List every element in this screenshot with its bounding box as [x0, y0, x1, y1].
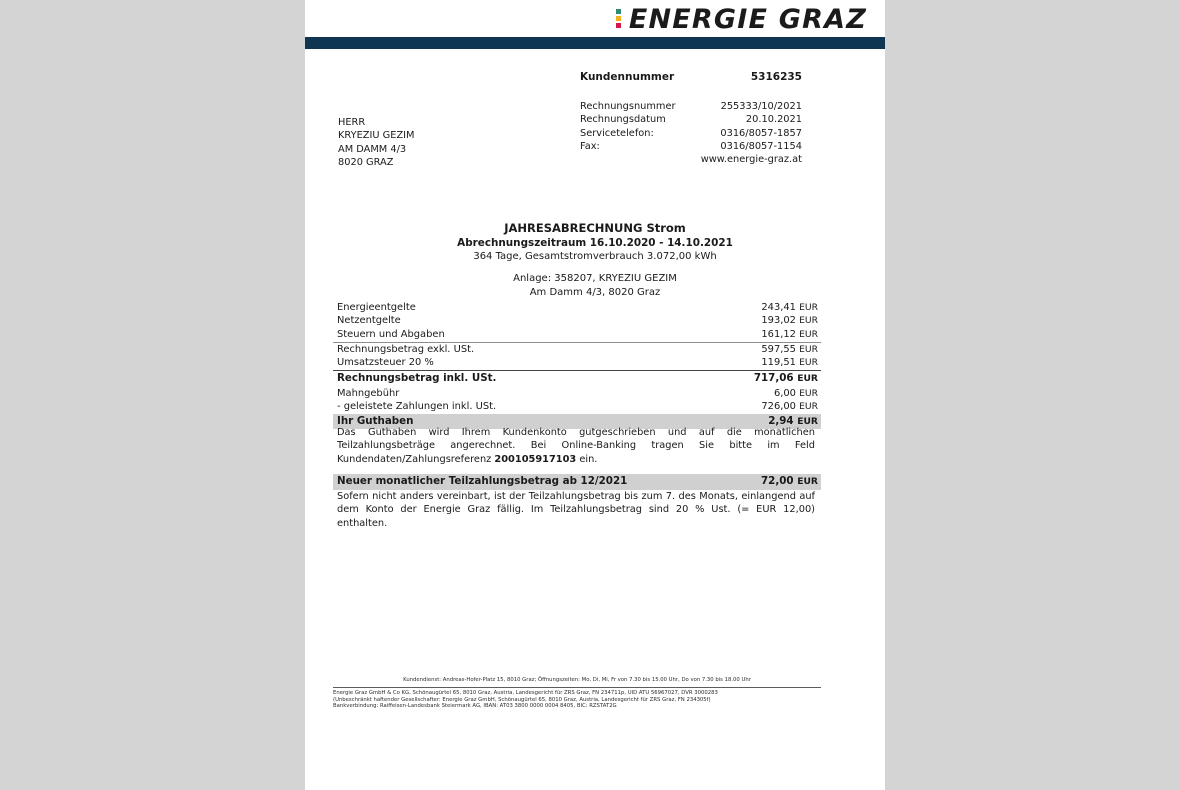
- meta-value: 0316/8057-1857: [720, 127, 802, 139]
- invoice-meta-block: [580, 100, 802, 166]
- document-title-block: [305, 221, 885, 299]
- meta-row: [580, 127, 802, 140]
- company-website: www.energie-graz.at: [700, 154, 802, 166]
- amount-value: [754, 371, 818, 387]
- amount-number: 119,51: [761, 357, 796, 369]
- meta-label: Rechnungsdatum: [580, 114, 666, 126]
- address-line-name: KRYEZIU GEZIM: [338, 130, 415, 142]
- brand-name: ENERGIE GRAZ: [628, 3, 867, 35]
- footer-legal-line-2: (Unbeschränkt haftender Gesellschafter: Energie Graz GmbH, Schönaugürtel 65, 8010 Graz, Austria, Landesgericht für ZRS Graz, FN 234305f): [333, 696, 711, 703]
- page-title: JAHRESABRECHNUNG Strom: [504, 221, 686, 235]
- amount-number: 193,02: [761, 315, 796, 327]
- amount-currency: EUR: [799, 388, 818, 400]
- amount-value: [761, 400, 818, 413]
- amount-row: [333, 371, 821, 387]
- amount-value: [761, 328, 818, 341]
- amount-row: [333, 314, 821, 327]
- amount-number: 717,06: [753, 372, 794, 385]
- amount-value: [761, 314, 818, 327]
- meta-label: Servicetelefon:: [580, 127, 654, 139]
- amount-row: [333, 387, 821, 400]
- amount-row: [333, 343, 821, 356]
- installation-address: Am Damm 4/3, 8020 Graz: [529, 286, 661, 298]
- amount-label: Mahngebühr: [337, 388, 400, 400]
- amount-label: Umsatzsteuer 20 %: [337, 357, 434, 369]
- total-consumption: 364 Tage, Gesamtstromverbrauch 3.072,00 kWh: [473, 251, 717, 262]
- amount-currency: EUR: [797, 373, 818, 385]
- amount-label: Ihr Guthaben: [337, 414, 414, 427]
- amount-label: Energieentgelte: [337, 302, 416, 313]
- amount-currency: EUR: [799, 302, 818, 313]
- amount-number: 6,00: [773, 388, 796, 400]
- installment-paragraph: Sofern nicht anders vereinbart, ist der Teilzahlungsbetrag bis zum 7. des Monats, einlangend auf dem Konto der Energie Graz fällig. Im Teilzahlungsbetrag sind 20 % Ust. (= EUR 12,00) enthalten.: [337, 491, 815, 529]
- customer-number-label: Kundennummer: [580, 71, 675, 83]
- amount-value: [761, 343, 818, 356]
- amount-label: - geleistete Zahlungen inkl. USt.: [337, 401, 497, 413]
- amount-number: 726,00: [761, 401, 796, 413]
- energie-graz-logo: [616, 2, 867, 36]
- installment-amount-bar: [333, 474, 821, 490]
- amount-number: 2,94: [768, 414, 794, 427]
- amount-row: [333, 356, 821, 369]
- installation-id: Anlage: 358207, KRYEZIU GEZIM: [513, 273, 677, 284]
- billing-period: Abrechnungszeitraum 16.10.2020 - 14.10.2021: [457, 237, 733, 249]
- meta-value: 255333/10/2021: [720, 101, 802, 112]
- meta-row: [580, 140, 802, 153]
- amount-value: [761, 356, 818, 369]
- amount-number: 597,55: [761, 343, 796, 355]
- amount-row: [333, 301, 821, 314]
- customer-number-row: [580, 71, 802, 83]
- brand-header: [305, 0, 885, 38]
- amount-value: [761, 301, 818, 314]
- installment-value: 72,00 EUR: [761, 475, 818, 487]
- footer-legal-line-1: Energie Graz GmbH & Co KG, Schönaugürtel 65, 8010 Graz, Austria, Landesgericht für ZRS Graz, FN 234711p, UID ATU 56967027, DVR 3000283: [333, 690, 718, 696]
- amount-row: [333, 400, 821, 413]
- address-line-street: AM DAMM 4/3: [338, 143, 407, 155]
- footer-legal-block: [333, 690, 833, 710]
- amount-label: Rechnungsbetrag exkl. USt.: [337, 343, 475, 355]
- amount-label: Steuern und Abgaben: [337, 328, 445, 340]
- amounts-table: [333, 301, 821, 429]
- header-accent-bar: [305, 37, 885, 49]
- meta-label: Rechnungsnummer: [580, 101, 676, 112]
- amount-currency: EUR: [797, 415, 818, 427]
- recipient-address: [338, 116, 415, 169]
- amount-currency: EUR: [799, 357, 818, 369]
- customer-number-value: 5316235: [750, 71, 802, 83]
- meta-value: 20.10.2021: [745, 114, 802, 126]
- amount-label: Netzentgelte: [337, 315, 401, 327]
- footer-divider: [333, 687, 821, 688]
- amount-currency: EUR: [799, 328, 818, 340]
- credit-text-part1: Das Guthaben wird Ihrem Kundenkonto gutgeschrieben und auf die monatlichen Teilzahlungsbeträge angerechnet. Bei Online-Banking tragen Sie bitte im Feld Kundendaten/Zahlungsreferenz: [337, 427, 815, 465]
- amount-number: 243,41: [761, 302, 796, 313]
- logo-dots-icon: [616, 9, 621, 29]
- address-line-salutation: HERR: [338, 117, 366, 128]
- amount-currency: EUR: [799, 401, 818, 413]
- amount-row: [333, 328, 821, 341]
- amount-label: Rechnungsbetrag inkl. USt.: [337, 372, 497, 385]
- address-line-city: 8020 GRAZ: [338, 156, 394, 168]
- amount-value: [774, 387, 818, 400]
- meta-value: 0316/8057-1154: [720, 140, 802, 152]
- meta-label: Fax:: [580, 140, 600, 152]
- meta-row: [580, 100, 802, 113]
- credit-note-paragraph: [337, 426, 815, 466]
- amount-currency: EUR: [799, 315, 818, 327]
- footer-service-hours: Kundendienst: Andreas-Hofer-Platz 15, 8010 Graz; Öffnungszeiten: Mo, Di, Mi, Fr von 7.30 bis 15.00 Uhr, Do von 7.30 bis 18.00 Uhr: [403, 677, 751, 683]
- amount-number: 161,12: [761, 328, 796, 340]
- credit-text-part2: ein.: [576, 453, 598, 465]
- invoice-page: [305, 0, 885, 790]
- amount-currency: EUR: [799, 343, 818, 355]
- footer-legal-line-3: Bankverbindung: Raiffeisen-Landesbank Steiermark AG, IBAN: AT03 3800 0000 0004 8405, BIC: RZSTAT2G: [333, 703, 617, 710]
- meta-row: [580, 113, 802, 126]
- payment-reference: 200105917103: [494, 453, 577, 465]
- installment-label: Neuer monatlicher Teilzahlungsbetrag ab 12/2021: [337, 475, 628, 487]
